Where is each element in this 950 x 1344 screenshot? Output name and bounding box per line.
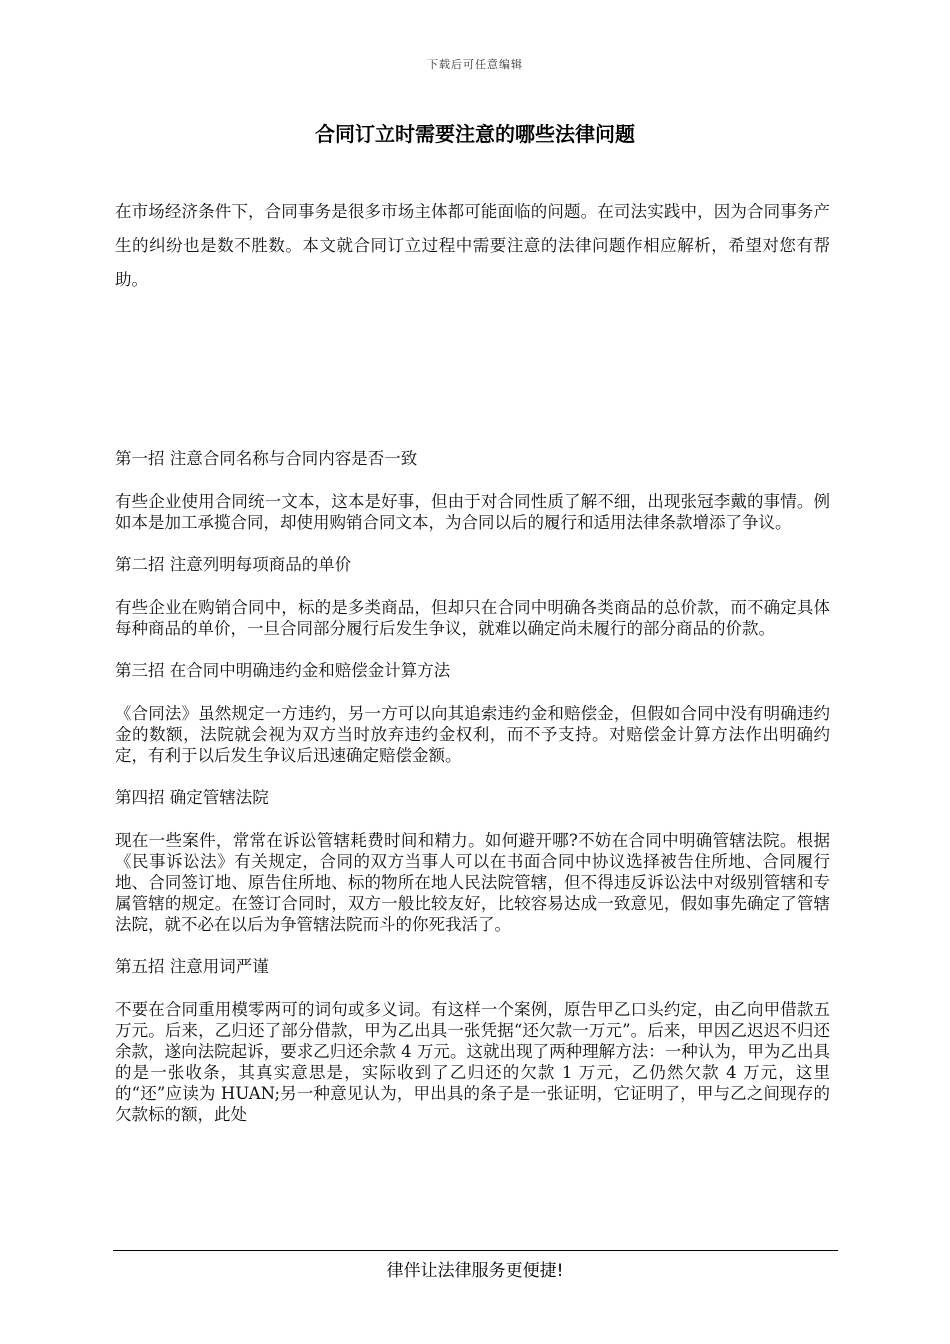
section-heading: 第二招 注意列明每项商品的单价 (115, 555, 352, 574)
section-paragraph: 不要在合同重用模零两可的词句或多义词。有这样一个案例，原告甲乙口头约定，由乙向甲借款五万元。后来，乙归还了部分借款，甲为乙出具一张凭据“还欠款一万元”。后来，甲因乙迟迟不归还余款，遂向法院起诉，要求乙归还余款 4 万元。这就出现了两种理解方法：一种认为，甲为乙出具的是一张收条，其真实意思是，实际收到了乙归还的欠款 1 万元，乙仍然欠款 4 万元，这里的“还”应读为 HUAN;另一种意见认为，甲出具的条子是一张证明，它证明了，甲与乙之间现存的欠款标的额，此处 (115, 1000, 830, 1124)
intro-paragraph: 在市场经济条件下，合同事务是很多市场主体都可能面临的问题。在司法实践中，因为合同事务产生的纠纷也是数不胜数。本文就合同订立过程中需要注意的法律问题作相应解析，希望对您有帮助。 (115, 202, 830, 289)
header-note: 下载后可任意编辑 (427, 58, 523, 71)
section-paragraph: 有些企业使用合同统一文本，这本是好事，但由于对合同性质了解不细，出现张冠李戴的事情。例如本是加工承揽合同，却使用购销合同文本，为合同以后的履行和适用法律条款增添了争议。 (115, 492, 830, 532)
section-heading: 第三招 在合同中明确违约金和赔偿金计算方法 (115, 661, 451, 680)
footer-divider (113, 1250, 838, 1251)
section-paragraph: 《合同法》虽然规定一方违约，另一方可以向其追索违约金和赔偿金，但假如合同中没有明确违约金的数额，法院就会视为双方当时放弃违约金权利，而不予支持。对赔偿金计算方法作出明确约定，有利于以后发生争议后迅速确定赔偿金额。 (115, 704, 830, 765)
section-paragraph: 现在一些案件，常常在诉讼管辖耗费时间和精力。如何避开哪?不妨在合同中明确管辖法院。根据《民事诉讼法》有关规定，合同的双方当事人可以在书面合同中协议选择被告住所地、合同履行地、合同签订地、原告住所地、标的物所在地人民法院管辖，但不得违反诉讼法中对级别管辖和专属管辖的规定。在签订合同时，双方一般比较友好，比较容易达成一致意见，假如事先确定了管辖法院，就不必在以后为争管辖法院而斗的你死我活了。 (115, 831, 830, 934)
section-paragraph: 有些企业在购销合同中，标的是多类商品，但却只在合同中明确各类商品的总价款，而不确定具体每种商品的单价，一旦合同部分履行后发生争议，就难以确定尚未履行的部分商品的价款。 (115, 598, 830, 638)
section-heading: 第五招 注意用词严谨 (115, 957, 269, 976)
section-heading: 第四招 确定管辖法院 (115, 788, 269, 807)
footer-slogan: 律伴让法律服务更便捷! (386, 1261, 564, 1281)
document-title: 合同订立时需要注意的哪些法律问题 (315, 122, 635, 146)
document-body (115, 448, 830, 1146)
section-heading: 第一招 注意合同名称与合同内容是否一致 (115, 449, 418, 468)
